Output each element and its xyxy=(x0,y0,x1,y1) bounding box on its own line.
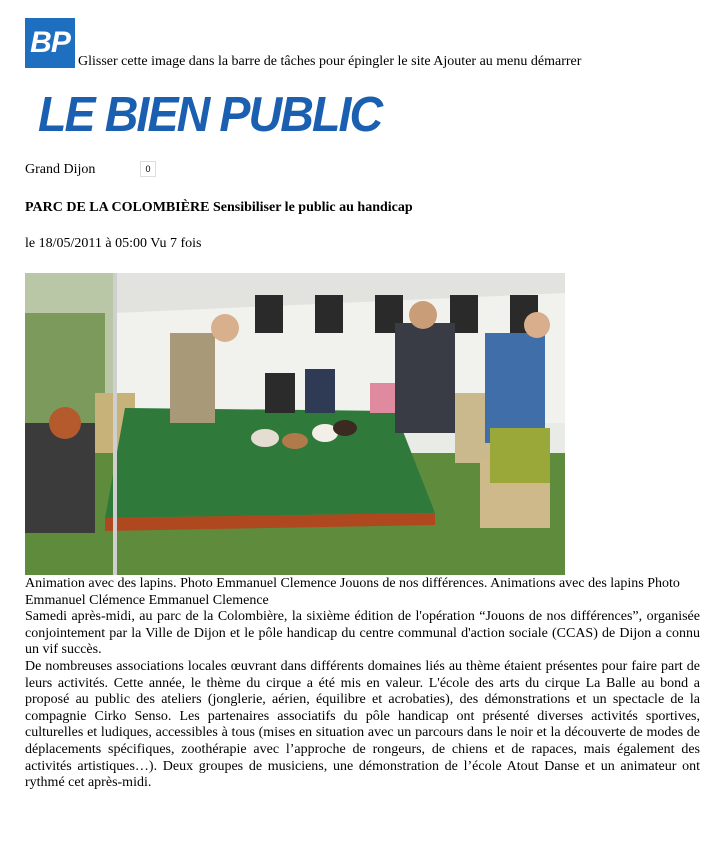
article-paragraph: Samedi après-midi, au parc de la Colombière, la sixième édition de l'opération “Jouons de nos différences”, organisée conjointement par la Ville de Dijon et le pôle handicap du centre communal d'action sociale (CCAS) de Dijon a connu un vif succès. xyxy=(25,609,700,658)
article-date-views: le 18/05/2011 à 05:00 Vu 7 fois xyxy=(25,236,202,251)
photo-caption: Animation avec des lapins. Photo Emmanuel Clemence Jouons de nos différences. Animations avec des lapins Photo Emmanuel Clémence Emmanuel Clemence xyxy=(25,576,680,608)
article-photo xyxy=(25,273,565,575)
comments-count-badge[interactable]: 0 xyxy=(140,161,156,177)
section-link[interactable]: Grand Dijon xyxy=(25,162,96,177)
site-logo[interactable]: LE BIEN PUBLIC xyxy=(38,88,382,142)
pin-instructions: Glisser cette image dans la barre de tâches pour épingler le site Ajouter au menu démarrer xyxy=(78,54,582,69)
article-title: PARC DE LA COLOMBIÈRE Sensibiliser le public au handicap xyxy=(25,200,413,215)
article-body xyxy=(25,576,700,792)
article-paragraph: De nombreuses associations locales œuvrant dans différents domaines liés au thème étaient présentes pour faire part de leurs activités. Cette année, le thème du cirque a été mis en valeur. L'école des arts du cirque La Balle au bond a proposé au public des ateliers (jonglerie, aérien, équilibre et acrobaties), des démonstrations et un spectacle de la compagnie Cirko Senso. Les partenaires associatifs du pôle handicap ont présenté diverses activités sportives, culturelles et ludiques, accessibles à tous (mises en situation avec un parcours dans le noir et la découverte de modes de déplacements spécifiques, zoothérapie avec l’approche de rongeurs, de chiens et de rapaces, mais également des activités artistiques…). Deux groupes de musiciens, une démonstration de l’école Atout Danse et un animateur ont rythmé cet après-midi. xyxy=(25,658,700,791)
site-pin-icon[interactable]: BP xyxy=(25,18,75,68)
